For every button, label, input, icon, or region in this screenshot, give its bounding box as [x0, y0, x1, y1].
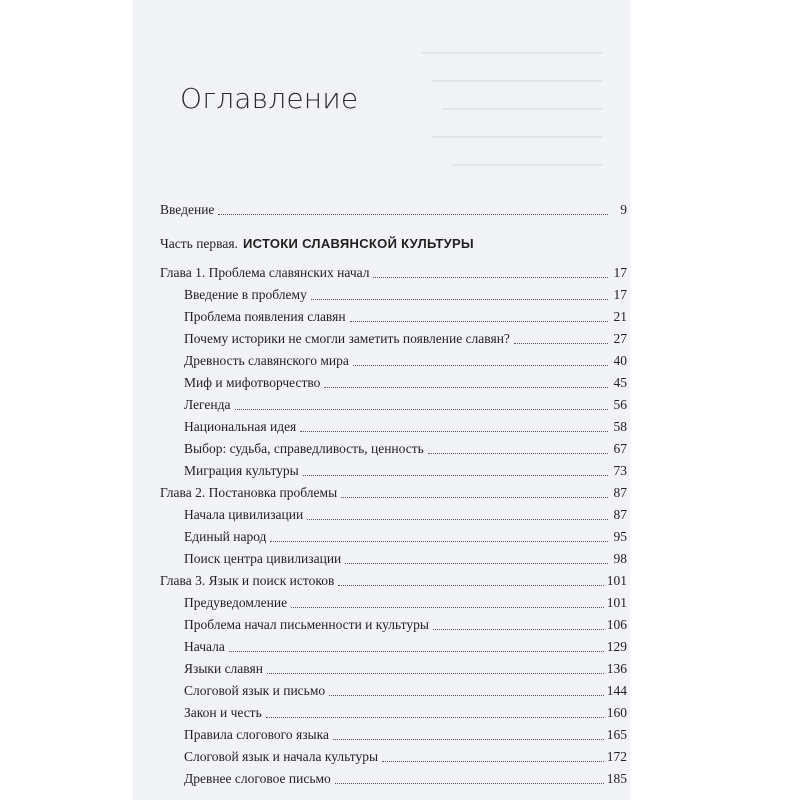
part-prefix: Часть первая. — [160, 236, 238, 251]
dot-leader — [307, 519, 608, 520]
part-title: ИСТОКИ СЛАВЯНСКОЙ КУЛЬТУРЫ — [242, 236, 474, 251]
toc-entry-label: Древность славянского мира — [184, 353, 349, 368]
toc-page-number: 136 — [606, 661, 627, 676]
toc-page-number: 87 — [613, 507, 627, 522]
toc-entry-label: Закон и честь — [184, 705, 262, 720]
dot-leader — [428, 453, 608, 454]
toc-entry-label: Слоговой язык и письмо — [184, 683, 326, 698]
toc-page-number: 45 — [613, 375, 627, 390]
toc-entry-label: Глава 1. Проблема славянских начал — [160, 265, 370, 280]
toc-entry[interactable] — [184, 682, 627, 700]
toc-entry-label: Глава 2. Постановка проблемы — [160, 485, 338, 500]
show-through-line — [442, 108, 602, 110]
toc-page-number: 106 — [606, 617, 627, 632]
dot-leader — [350, 321, 608, 322]
toc-page-number: 101 — [606, 573, 627, 588]
show-through-line — [422, 52, 602, 54]
toc-page-number: 73 — [613, 463, 627, 478]
toc-entry[interactable] — [184, 352, 627, 370]
toc-entry[interactable] — [184, 594, 627, 612]
toc-entry-label: Начала цивилизации — [184, 507, 304, 522]
toc-entry-label: Единый народ — [184, 529, 267, 544]
toc-entry-label: Предуведомление — [184, 595, 288, 610]
toc-entry-chapter-1[interactable] — [160, 264, 627, 282]
toc-page-number: 165 — [606, 727, 627, 742]
toc-page-number: 95 — [613, 529, 627, 544]
dot-leader — [514, 343, 608, 344]
toc-entry-chapter-2[interactable] — [160, 484, 627, 502]
toc-entry[interactable] — [184, 286, 627, 304]
dot-leader — [235, 409, 609, 410]
toc-entry[interactable] — [184, 528, 627, 546]
toc-entry-label: Введение в проблему — [184, 287, 307, 302]
dot-leader — [270, 541, 608, 542]
toc-entry[interactable] — [184, 616, 627, 634]
toc-entry[interactable] — [184, 726, 627, 744]
dot-leader — [291, 607, 604, 608]
dot-leader — [218, 214, 608, 215]
toc-entry-label: Выбор: судьба, справедливость, ценность — [184, 441, 424, 456]
toc-page-number: 160 — [606, 705, 627, 720]
toc-page-number: 17 — [613, 287, 627, 302]
toc-entry-label: Почему историки не смогли заметить появление славян? — [184, 331, 510, 346]
dot-leader — [338, 585, 603, 586]
toc-page-number: 21 — [613, 309, 627, 324]
dot-leader — [329, 695, 604, 696]
toc-page-number: 9 — [620, 202, 627, 217]
toc-entry[interactable] — [184, 770, 627, 788]
toc-entry-label: Слоговой язык и начала культуры — [184, 749, 379, 764]
toc-entry[interactable] — [184, 550, 627, 568]
dot-leader — [266, 717, 604, 718]
toc-entry-label: Правила слогового языка — [184, 727, 329, 742]
dot-leader — [300, 431, 608, 432]
toc-page-number: 40 — [613, 353, 627, 368]
show-through-line — [432, 80, 602, 82]
toc-entry[interactable] — [184, 462, 627, 480]
dot-leader — [324, 387, 608, 388]
toc-entry-label: Введение — [160, 202, 215, 217]
dot-leader — [335, 783, 604, 784]
toc-entry[interactable] — [184, 440, 627, 458]
toc-page-number: 67 — [613, 441, 627, 456]
toc-page-number: 27 — [613, 331, 627, 346]
toc-entry-label: Проблема начал письменности и культуры — [184, 617, 429, 632]
dot-leader — [303, 475, 608, 476]
toc-entry-label: Легенда — [184, 397, 231, 412]
toc-page-number: 144 — [606, 683, 627, 698]
toc-entry-label: Национальная идея — [184, 419, 297, 434]
toc-entry[interactable] — [184, 638, 627, 656]
toc-entry[interactable] — [184, 418, 627, 436]
toc-entry[interactable] — [184, 748, 627, 766]
toc-entry-chapter-3[interactable] — [160, 572, 627, 590]
toc-page-number: 56 — [613, 397, 627, 412]
toc-entry-label: Проблема появления славян — [184, 309, 346, 324]
dot-leader — [341, 497, 608, 498]
show-through-line — [432, 136, 602, 138]
toc-entry[interactable] — [184, 660, 627, 678]
toc-entry[interactable] — [184, 506, 627, 524]
toc-page-number: 17 — [613, 265, 627, 280]
toc-entry-label: Языки славян — [184, 661, 263, 676]
toc-entry-label: Миграция культуры — [184, 463, 299, 478]
dot-leader — [229, 651, 604, 652]
dot-leader — [373, 277, 608, 278]
toc-page-number: 172 — [606, 749, 627, 764]
toc-page-number: 129 — [606, 639, 627, 654]
toc-entry[interactable] — [184, 330, 627, 348]
toc-entry-label: Миф и мифотворчество — [184, 375, 321, 390]
toc-entry-introduction[interactable] — [160, 201, 627, 219]
toc-entry-label: Поиск центра цивилизации — [184, 551, 342, 566]
toc-page-number: 98 — [613, 551, 627, 566]
toc-entry[interactable] — [184, 704, 627, 722]
toc-page-number: 101 — [606, 595, 627, 610]
show-through-line — [452, 164, 602, 166]
toc-page-number: 185 — [606, 771, 627, 786]
dot-leader — [382, 761, 604, 762]
toc-entry-label: Древнее слоговое письмо — [184, 771, 331, 786]
toc-page-number: 58 — [613, 419, 627, 434]
toc-entry-label: Глава 3. Язык и поиск истоков — [160, 573, 335, 588]
toc-entry[interactable] — [184, 308, 627, 326]
page-title: Оглавление — [180, 82, 359, 115]
dot-leader — [333, 739, 604, 740]
part-heading — [160, 235, 627, 253]
dot-leader — [267, 673, 604, 674]
toc-entry[interactable] — [184, 374, 627, 392]
toc-entry[interactable] — [184, 396, 627, 414]
dot-leader — [311, 299, 608, 300]
dot-leader — [345, 563, 608, 564]
toc-entry-label: Начала — [184, 639, 225, 654]
toc-page-number: 87 — [613, 485, 627, 500]
dot-leader — [433, 629, 604, 630]
dot-leader — [353, 365, 608, 366]
